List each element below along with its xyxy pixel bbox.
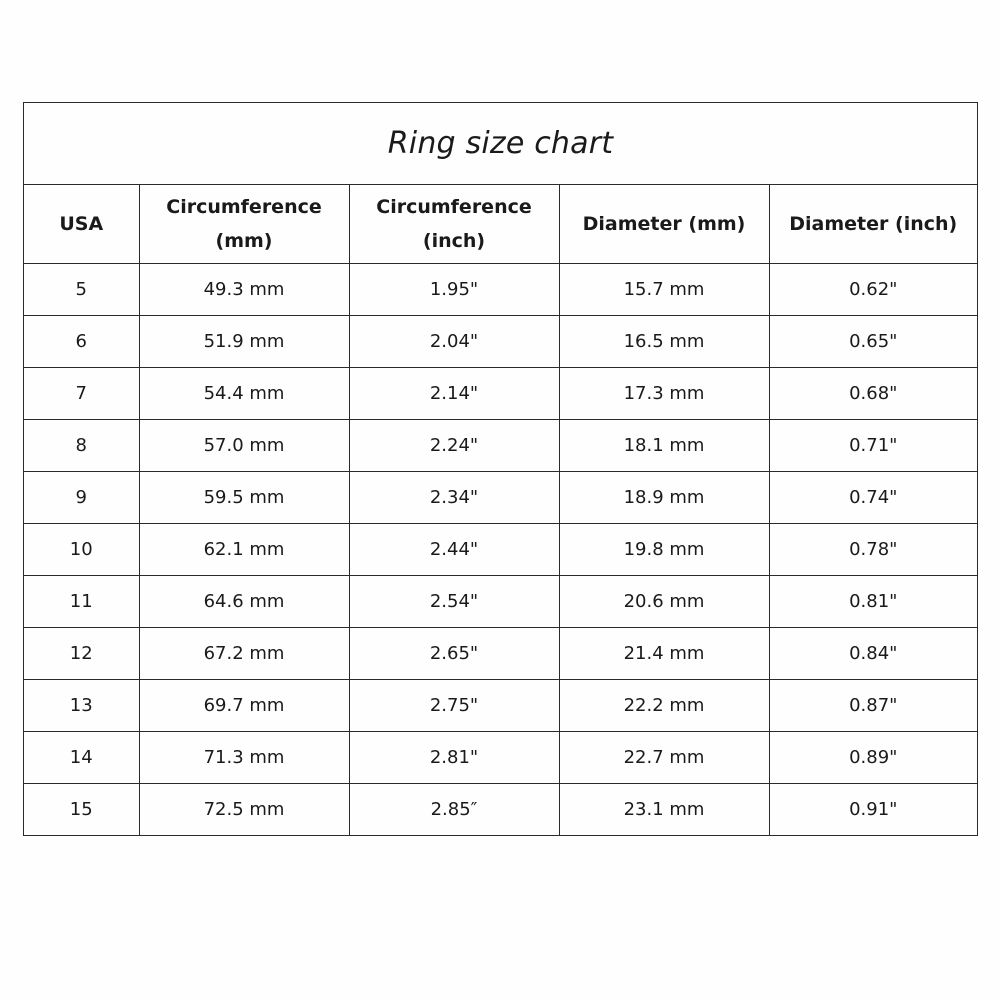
cell-diameter-mm: 22.7 mm [559, 732, 769, 784]
header-circumference-mm-line2: (mm) [215, 230, 273, 252]
cell-circumference-mm: 59.5 mm [139, 472, 349, 524]
cell-diameter-mm: 18.1 mm [559, 420, 769, 472]
cell-circumference-mm: 51.9 mm [139, 316, 349, 368]
cell-usa-size: 11 [24, 576, 139, 628]
table-row [24, 576, 977, 628]
cell-usa-size: 10 [24, 524, 139, 576]
header-circumference-mm [139, 185, 349, 264]
cell-diameter-mm: 22.2 mm [559, 680, 769, 732]
header-usa-label: USA [59, 213, 104, 235]
cell-circumference-mm: 62.1 mm [139, 524, 349, 576]
header-row [24, 185, 977, 264]
cell-circumference-mm: 69.7 mm [139, 680, 349, 732]
chart-title: Ring size chart [387, 126, 614, 161]
cell-circumference-inch: 2.14" [349, 368, 559, 420]
cell-circumference-inch: 2.75" [349, 680, 559, 732]
cell-diameter-inch: 0.91" [849, 799, 898, 820]
table-row [24, 472, 977, 524]
cell-usa-size: 12 [24, 628, 139, 680]
cell-diameter-mm: 17.3 mm [559, 368, 769, 420]
cell-diameter-inch: 0.89" [769, 732, 977, 784]
header-circumference-inch-line2: (inch) [422, 230, 486, 252]
cell-circumference-inch: 1.95" [349, 264, 559, 316]
cell-diameter-inch: 0.78" [769, 524, 977, 576]
header-diameter-inch-label: Diameter (inch) [789, 213, 958, 235]
header-usa [24, 185, 139, 264]
table-row [24, 784, 977, 836]
cell-diameter-mm: 23.1 mm [559, 784, 769, 836]
cell-circumference-inch: 2.24" [349, 420, 559, 472]
header-diameter-mm [559, 185, 769, 264]
cell-diameter-inch: 0.84" [769, 628, 977, 680]
cell-usa-size: 13 [24, 680, 139, 732]
cell-diameter-inch: 0.81" [769, 576, 977, 628]
table-row [24, 316, 977, 368]
table-row [24, 368, 977, 420]
table-row [24, 524, 977, 576]
table-row [24, 732, 977, 784]
header-diameter-inch [769, 185, 977, 264]
cell-circumference-inch: 2.34" [349, 472, 559, 524]
cell-circumference-inch: 2.04" [349, 316, 559, 368]
cell-usa-size: 7 [24, 368, 139, 420]
cell-usa-size: 5 [24, 264, 139, 316]
table-row [24, 264, 977, 316]
header-circumference-inch-line1: Circumference [376, 196, 532, 218]
cell-usa-size: 9 [24, 472, 139, 524]
ring-size-table [23, 102, 978, 836]
table-row [24, 680, 977, 732]
cell-diameter-inch: 0.62" [769, 264, 977, 316]
header-circumference-mm-line1: Circumference [166, 196, 322, 218]
cell-diameter-mm: 15.7 mm [559, 264, 769, 316]
cell-circumference-inch: 2.81" [349, 732, 559, 784]
title-row [24, 103, 977, 185]
cell-circumference-mm: 54.4 mm [139, 368, 349, 420]
table-body [24, 264, 977, 836]
cell-circumference-mm: 49.3 mm [139, 264, 349, 316]
cell-usa-size: 15 [24, 784, 139, 836]
cell-diameter-inch: 0.71" [769, 420, 977, 472]
table-row [24, 628, 977, 680]
cell-diameter-inch: 0.68" [769, 368, 977, 420]
cell-diameter-mm: 19.8 mm [559, 524, 769, 576]
cell-circumference-mm: 64.6 mm [139, 576, 349, 628]
cell-circumference-inch: 2.44" [349, 524, 559, 576]
header-diameter-mm-label: Diameter (mm) [582, 213, 746, 235]
cell-usa-size: 6 [24, 316, 139, 368]
cell-diameter-mm: 20.6 mm [559, 576, 769, 628]
cell-circumference-mm: 57.0 mm [139, 420, 349, 472]
cell-diameter-inch: 0.74" [769, 472, 977, 524]
cell-diameter-inch: 0.87" [769, 680, 977, 732]
size-table [24, 185, 977, 835]
header-circumference-inch [349, 185, 559, 264]
table-row [24, 420, 977, 472]
cell-circumference-inch: 2.85″ [349, 784, 559, 836]
cell-diameter-mm: 21.4 mm [559, 628, 769, 680]
cell-circumference-inch: 2.54" [349, 576, 559, 628]
cell-diameter-mm: 16.5 mm [559, 316, 769, 368]
cell-usa-size: 8 [24, 420, 139, 472]
cell-diameter-inch: 0.65" [769, 316, 977, 368]
cell-usa-size: 14 [24, 732, 139, 784]
cell-diameter-mm: 18.9 mm [559, 472, 769, 524]
cell-circumference-mm: 67.2 mm [139, 628, 349, 680]
cell-circumference-mm: 71.3 mm [139, 732, 349, 784]
cell-circumference-inch: 2.65" [349, 628, 559, 680]
cell-circumference-mm: 72.5 mm [139, 784, 349, 836]
